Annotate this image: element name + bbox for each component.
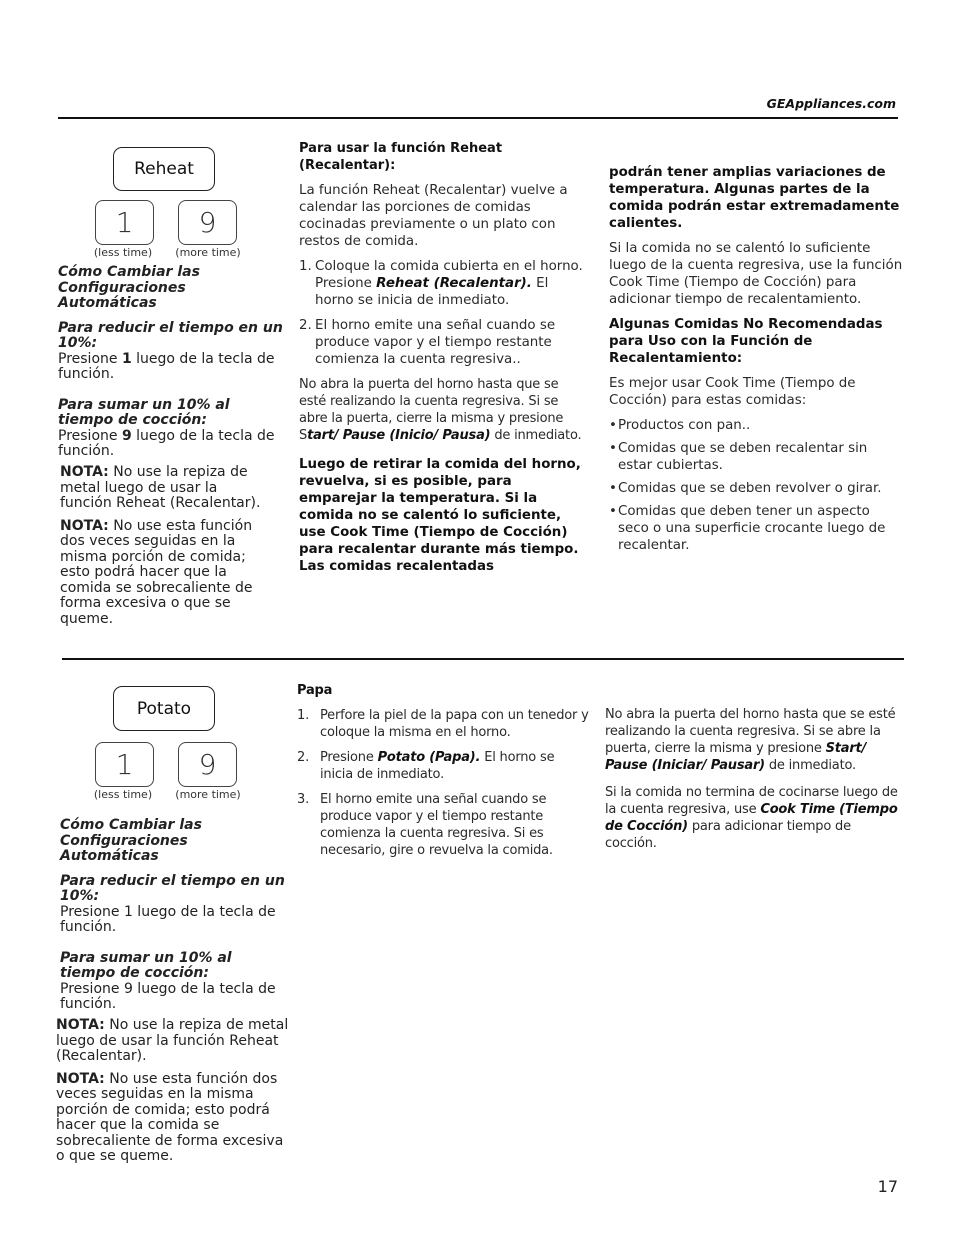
potato-notes-right xyxy=(605,706,901,860)
more-time-caption: (more time) xyxy=(175,246,241,259)
reheat-key: Reheat xyxy=(113,147,215,191)
less-time-key: 1 xyxy=(95,200,154,245)
note-twice: NOTA: No use esta función dos veces seguidas en la misma porción de comida; esto podrá hacer que la comida se sobrecaliente de forma excesiva o que se queme. xyxy=(56,1070,284,1164)
potato-cook-time-tip: Si la comida no termina de cocinarse luego de la cuenta regresiva, use Cook Time (Tiempo de Cocción) para adicionar tiempo de cocción. xyxy=(605,785,898,851)
add-heading: Para sumar un 10% al tiempo de cocción: xyxy=(58,396,230,428)
potato-instructions xyxy=(297,682,589,867)
list-item: • Comidas que se deben revolver o girar. xyxy=(609,480,904,497)
potato-steps xyxy=(297,707,589,859)
add-text: Presione 9 luego de la tecla de función. xyxy=(58,427,275,459)
list-item: • Comidas que deben tener un aspecto seco o una superficie crocante luego de recalentar. xyxy=(609,503,904,554)
cook-time-preferred: Es mejor usar Cook Time (Tiempo de Cocción) para estas comidas: xyxy=(609,376,856,408)
page-number: 17 xyxy=(877,1177,898,1196)
reheat-door-warning: No abra la puerta del horno hasta que se esté realizando la cuenta regresiva. Si se abre la puerta, cierre la misma y presione Start/ Pause (Inicio/ Pausa) de inmediato. xyxy=(299,377,582,443)
less-time-caption: (less time) xyxy=(93,788,153,801)
potato-change-settings xyxy=(60,818,285,1013)
section-divider xyxy=(62,658,904,660)
reheat-change-settings xyxy=(58,265,283,460)
potato-door-warning: No abra la puerta del horno hasta que se esté realizando la cuenta regresiva. Si se abre la puerta, cierre la misma y presione Start/ Pause (Iniciar/ Pausar) de inmediato. xyxy=(605,707,896,773)
more-time-key: 9 xyxy=(178,200,237,245)
not-recommended-list xyxy=(609,417,904,554)
site-url: GEAppliances.com xyxy=(766,96,896,111)
reduce-text: Presione 1 luego de la tecla de función. xyxy=(58,350,275,382)
list-item: • Productos con pan.. xyxy=(609,417,904,434)
change-settings-title: Cómo Cambiar las Configuraciones Automáticas xyxy=(60,817,202,864)
potato-step: 3. El horno emite una señal cuando se produce vapor y el tiempo restante comienza la cuenta regresiva. Si es necesario, gire o revuelva la comida. xyxy=(297,792,553,858)
reduce-text: Presione 1 luego de la tecla de función. xyxy=(60,903,276,935)
less-time-caption: (less time) xyxy=(93,246,153,259)
reheat-instructions xyxy=(299,140,589,583)
potato-step: 2. Presione Potato (Papa). El horno se inicia de inmediato. xyxy=(297,750,555,782)
potato-key: Potato xyxy=(113,686,215,731)
note-twice: NOTA: No use esta función dos veces seguidas en la misma porción de comida; esto podrá hacer que la comida se sobrecaliente de forma excesiva o que se queme. xyxy=(60,517,253,627)
potato-heading: Papa xyxy=(297,683,333,698)
more-time-key: 9 xyxy=(178,742,237,787)
top-divider xyxy=(58,117,898,119)
reheat-notes xyxy=(60,465,270,627)
less-time-key: 1 xyxy=(95,742,154,787)
reheat-steps xyxy=(299,258,589,368)
potato-step: 1. Perfore la piel de la papa con un tenedor y coloque la misma en el horno. xyxy=(297,708,589,740)
not-recommended-heading: Algunas Comidas No Recomendadas para Uso con la Función de Recalentamiento: xyxy=(609,317,883,366)
note-metal-rack: NOTA: No use la repiza de metal luego de usar la función Reheat (Recalentar). xyxy=(56,1017,289,1064)
add-heading: Para sumar un 10% al tiempo de cocción: xyxy=(60,949,232,981)
more-time-caption: (more time) xyxy=(175,788,241,801)
reheat-step: 1. Coloque la comida cubierta en el horno. Presione Reheat (Recalentar). El horno se inicia de inmediato. xyxy=(299,259,583,308)
reheat-notes-right xyxy=(609,164,904,560)
reduce-heading: Para reducir el tiempo en un 10%: xyxy=(60,872,285,904)
add-text: Presione 9 luego de la tecla de función. xyxy=(60,980,276,1012)
change-settings-title: Cómo Cambiar las Configuraciones Automáticas xyxy=(58,264,200,311)
reheat-heading: Para usar la función Reheat (Recalentar): xyxy=(299,141,503,173)
list-item: • Comidas que se deben recalentar sin estar cubiertas. xyxy=(609,440,904,474)
temperature-warning: podrán tener amplias variaciones de temperatura. Algunas partes de la comida podrán estar extremadamente calientes. xyxy=(609,165,900,231)
note-metal-rack: NOTA: No use la repiza de metal luego de usar la función Reheat (Recalentar). xyxy=(60,464,261,511)
potato-notes xyxy=(56,1018,291,1165)
cook-time-tip: Si la comida no se calentó lo suficiente luego de la cuenta regresiva, use la función Cook Time (Tiempo de Cocción) para adicionar tiempo de recalentamiento. xyxy=(609,241,903,307)
reheat-step: 2. El horno emite una señal cuando se produce vapor y el tiempo restante comienza la cuenta regresiva.. xyxy=(299,318,556,367)
reduce-heading: Para reducir el tiempo en un 10%: xyxy=(58,319,283,351)
reheat-intro: La función Reheat (Recalentar) vuelve a calendar las porciones de comidas cocinadas previamente o un plato con restos de comida. xyxy=(299,183,568,249)
reheat-stir-note: Luego de retirar la comida del horno, revuelva, si es posible, para emparejar la temperatura. Si la comida no se calentó lo suficiente, use Cook Time (Tiempo de Cocción) para recalentar durante más tiempo. Las comidas recalentadas xyxy=(299,457,581,574)
